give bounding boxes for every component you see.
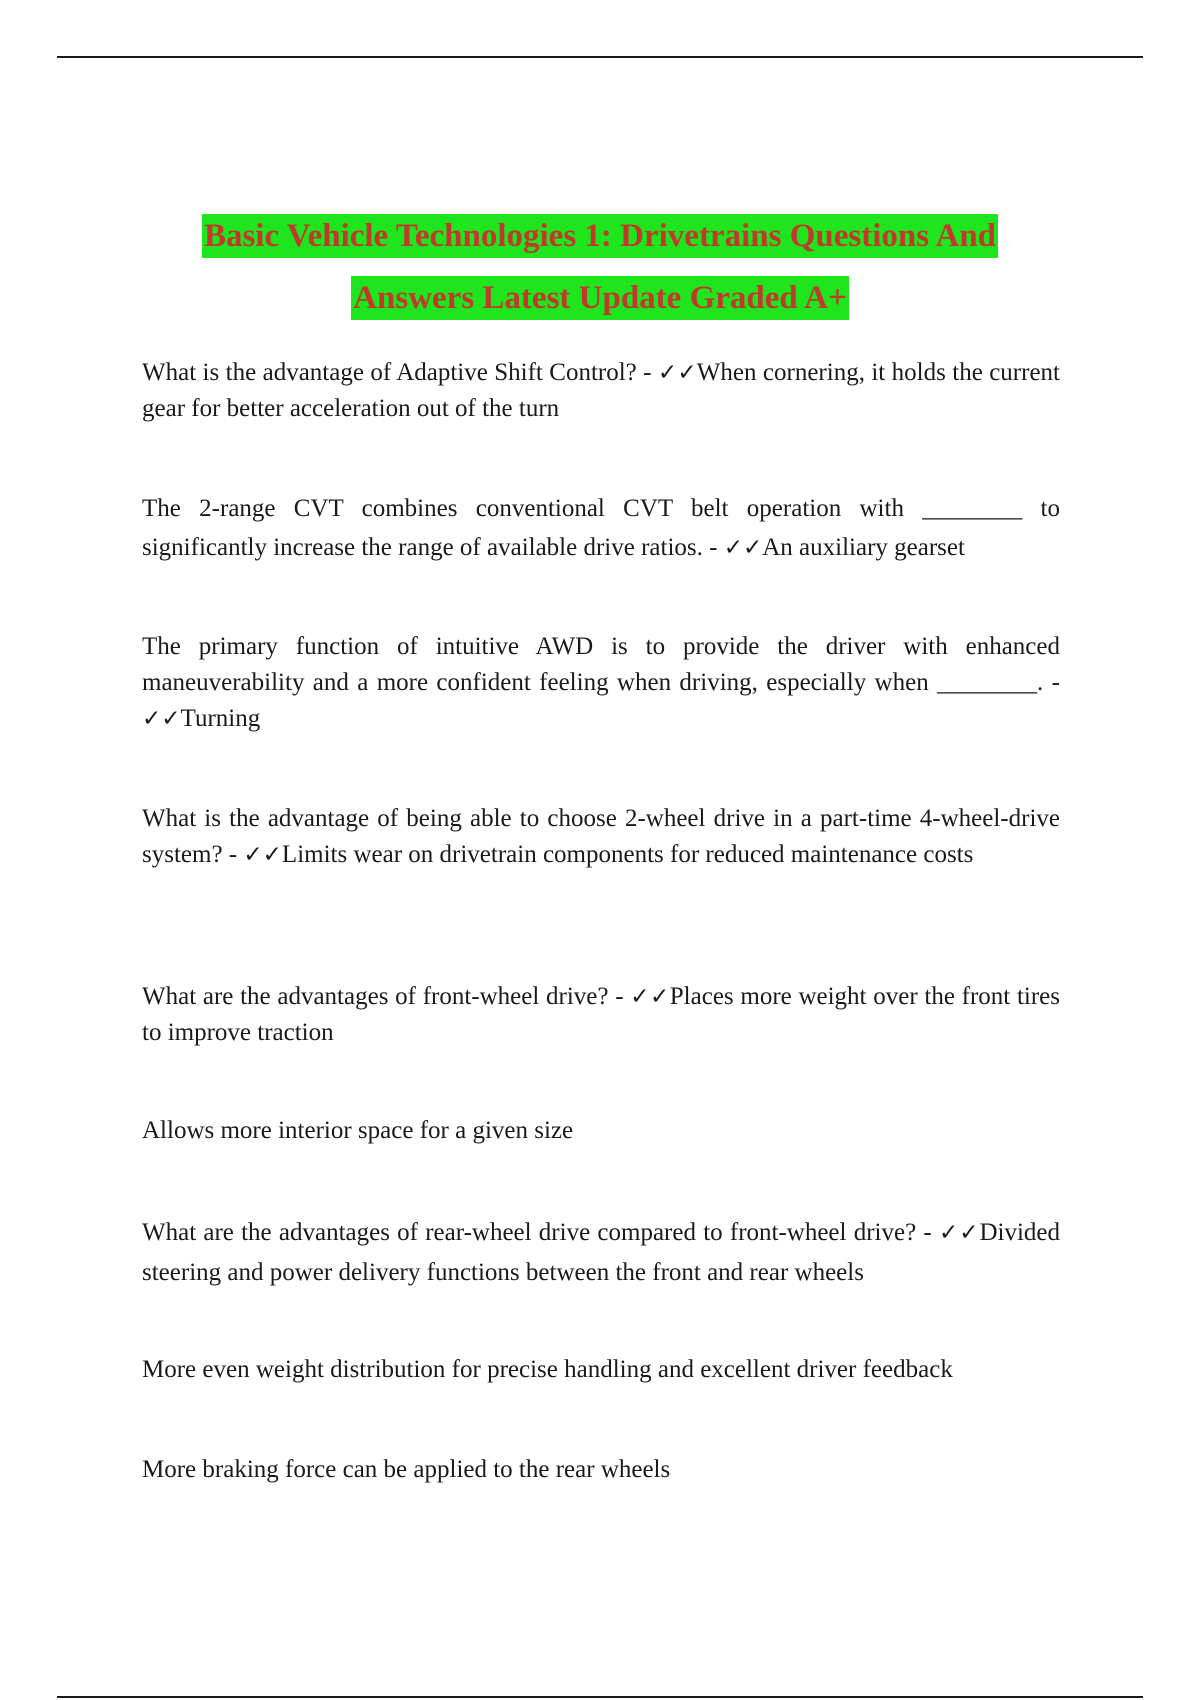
answer-text: An auxiliary gearset [762,534,965,561]
header-rule [57,56,1143,58]
answer-text: When cornering, it holds the current gear for better acceleration out of the turn [142,359,1060,422]
check-mark-icon: ✓✓ [657,360,697,386]
qa-item-3 [142,629,1060,737]
question-text: What is the advantage of being able to choose 2-wheel drive in a part-time 4-wheel-drive system? - [142,805,1060,868]
question-text: What is the advantage of Adaptive Shift Control? - [142,359,658,386]
qa-item-1 [142,355,1060,427]
question-text: What are the advantages of rear-wheel drive compared to front-wheel drive? - [142,1219,939,1246]
qa-item-4 [142,801,1060,873]
title-line-1: Basic Vehicle Technologies 1: Drivetrains Questions And [202,214,998,258]
answer-text: Places more weight over the front tires to improve traction [142,983,1060,1046]
answer-continuation-2: More even weight distribution for precise handling and excellent driver feedback [142,1356,953,1383]
check-mark-icon: ✓✓ [723,535,763,561]
question-text: The primary function of intuitive AWD is to provide the driver with enhanced maneuverability and a more confident feeling when driving, especially when ________. - [142,633,1060,696]
qa-item-6 [142,1213,1060,1292]
answer-text: Turning [180,705,261,732]
answer-text: Divided steering and power delivery functions between the front and rear wheels [142,1219,1060,1286]
check-mark-icon: ✓✓ [938,1220,980,1246]
question-text: What are the advantages of front-wheel drive? - [142,983,631,1010]
check-mark-icon: ✓✓ [243,842,282,868]
title-line-2: Answers Latest Update Graded A+ [351,276,849,320]
answer-continuation-1: Allows more interior space for a given size [142,1117,574,1144]
qa-item-2 [142,489,1060,568]
qa-item-5 [142,979,1060,1051]
question-text: The 2-range CVT combines conventional CVT belt operation with ________ to significantly increase the range of available drive ratios. - [142,495,1060,561]
check-mark-icon: ✓✓ [142,706,181,732]
answer-text: Limits wear on drivetrain components for reduced maintenance costs [281,841,974,868]
footer-rule [57,1696,1143,1698]
document-title [0,205,1200,329]
answer-continuation-3: More braking force can be applied to the rear wheels [142,1456,671,1483]
check-mark-icon: ✓✓ [630,984,670,1010]
